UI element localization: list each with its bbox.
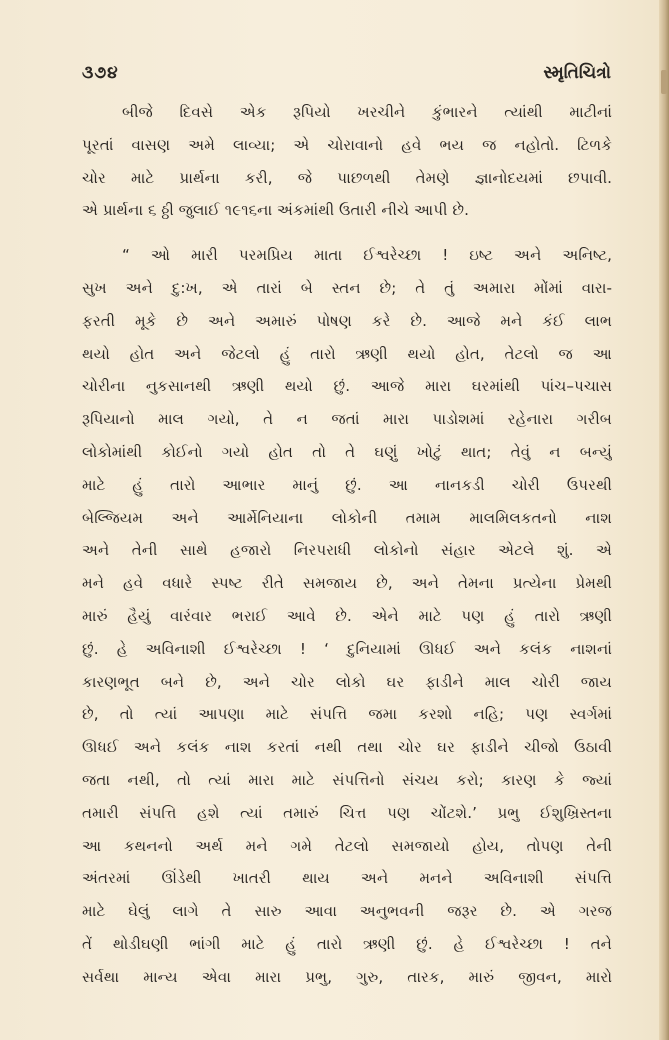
text-line: અંતરમાં ઊંડેથી ખાતરી થાય અને મનને અવિનાશી સંપત્તિ	[82, 869, 612, 888]
paragraph-1	[82, 96, 612, 227]
text-line: લોકોમાંથી કોઈનો ગયો હોત તો તે ઘણું ખોટું થાત; તેવું ન બન્યું	[82, 442, 612, 461]
text-line: અને તેની સાથે હજારો નિરપરાધી લોકોનો સંહાર એટલે શું. એ	[82, 541, 612, 560]
text-line: આ કથનનો અર્થ મને ગમે તેટલો સમજાયો હોય, તોપણ તેની	[82, 836, 612, 855]
text-line: ચોરીના નુકસાનથી ઋણી થયો છું. આજે મારા ઘરમાંથી પાંચ–પચાસ	[82, 377, 612, 396]
text-line: થયો હોત અને જેટલો હું તારો ઋણી થયો હોત, તેટલો જ આ	[82, 344, 612, 363]
text-line: મારું હૈયું વારંવાર ભરાઈ આવે છે. એને માટે પણ હું તારો ઋણી	[82, 606, 612, 625]
text-line: ચોર માટે પ્રાર્થના કરી, જે પાછળથી તેમણે જ્ઞાનોદયમાં છપાવી.	[82, 168, 612, 187]
page-edge-mark	[661, 70, 667, 94]
text-line: પૂરતાં વાસણ અમે લાવ્યા; એ ચોરાવાનો હવે ભય જ નહોતો. ટિળકે	[82, 135, 612, 154]
paragraph-gap	[82, 227, 612, 239]
text-line: રૂપિયાનો માલ ગયો, તે ન જતાં મારા પાડોશમાં રહેનારા ગરીબ	[82, 410, 612, 429]
text-line: ફરતી મૂકે છે અને અમારું પોષણ કરે છે. આજે મને કંઈ લાભ	[82, 311, 612, 330]
text-line: માટે હું તારો આભાર માનું છું. આ નાનકડી ચોરી ઉપરથી	[82, 475, 612, 494]
text-line: જતા નથી, તો ત્યાં મારા માટે સંપત્તિનો સંચય કરો; કારણ કે જ્યાં	[82, 770, 612, 789]
text-line: તેં થોડીઘણી ભાંગી માટે હું તારો ઋણી છું. હે ઈશ્વરેચ્છા ! તને	[82, 934, 612, 953]
running-header	[82, 58, 611, 88]
text-line: છે, તો ત્યાં આપણા માટે સંપત્તિ જમા કરશો નહિ; પણ સ્વર્ગમાં	[82, 705, 612, 724]
text-line: કારણભૂત બને છે, અને ચોર લોકો ઘર ફાડીને માલ ચોરી જાય	[82, 672, 612, 691]
text-line: સર્વથા માન્ય એવા મારા પ્રભુ, ગુરુ, તારક, મારું જીવન, મારો	[82, 967, 612, 986]
page-edge	[659, 0, 669, 1040]
paragraph-2	[82, 239, 612, 993]
text-line: એ પ્રાર્થના ૬ ઠ્ઠી જુલાઈ ૧૯૧૬ના અંકમાંથી ઉતારી નીચે આપી છે.	[82, 201, 469, 220]
text-line: બેલ્જિયમ અને આર્મેનિયાના લોકોની તમામ માલમિલકતનો નાશ	[82, 508, 612, 527]
text-line: “ ઓ મારી પરમપ્રિય માતા ઈશ્વરેચ્છા ! ઇષ્ટ અને અનિષ્ટ,	[122, 246, 612, 265]
running-title: સ્મૃતિચિત્રો	[543, 63, 611, 83]
body-text	[82, 96, 612, 994]
text-line: તમારી સંપત્તિ હશે ત્યાં તમારું ચિત્ત પણ ચોંટશે.’ પ્રભુ ઈશુખ્રિસ્તના	[82, 803, 612, 822]
text-line: મને હવે વધારે સ્પષ્ટ રીતે સમજાય છે, અને તેમના પ્રત્યેના પ્રેમથી	[82, 574, 612, 593]
text-line: ઊધઈ અને કલંક નાશ કરતાં નથી તથા ચોર ઘર ફાડીને ચીજો ઉઠાવી	[82, 738, 612, 757]
text-line: સુખ અને દુ:ખ, એ તારાં બે સ્તન છે; તે તું અમારા મોંમાં વારા-	[82, 278, 612, 297]
text-line: માટે ઘેલું લાગે તે સારુ આવા અનુભવની જરૂર છે. એ ગરજ	[82, 902, 612, 921]
text-line: છું. હે અવિનાશી ઈશ્વરેચ્છા ! ‘ દુનિયામાં ઊધઈ અને કલંક નાશનાં	[82, 639, 612, 658]
page-number: ૩૭૪	[82, 63, 119, 83]
text-line: બીજે દિવસે એક રૂપિયો ખરચીને કુંભારને ત્યાંથી માટીનાં	[122, 103, 612, 121]
